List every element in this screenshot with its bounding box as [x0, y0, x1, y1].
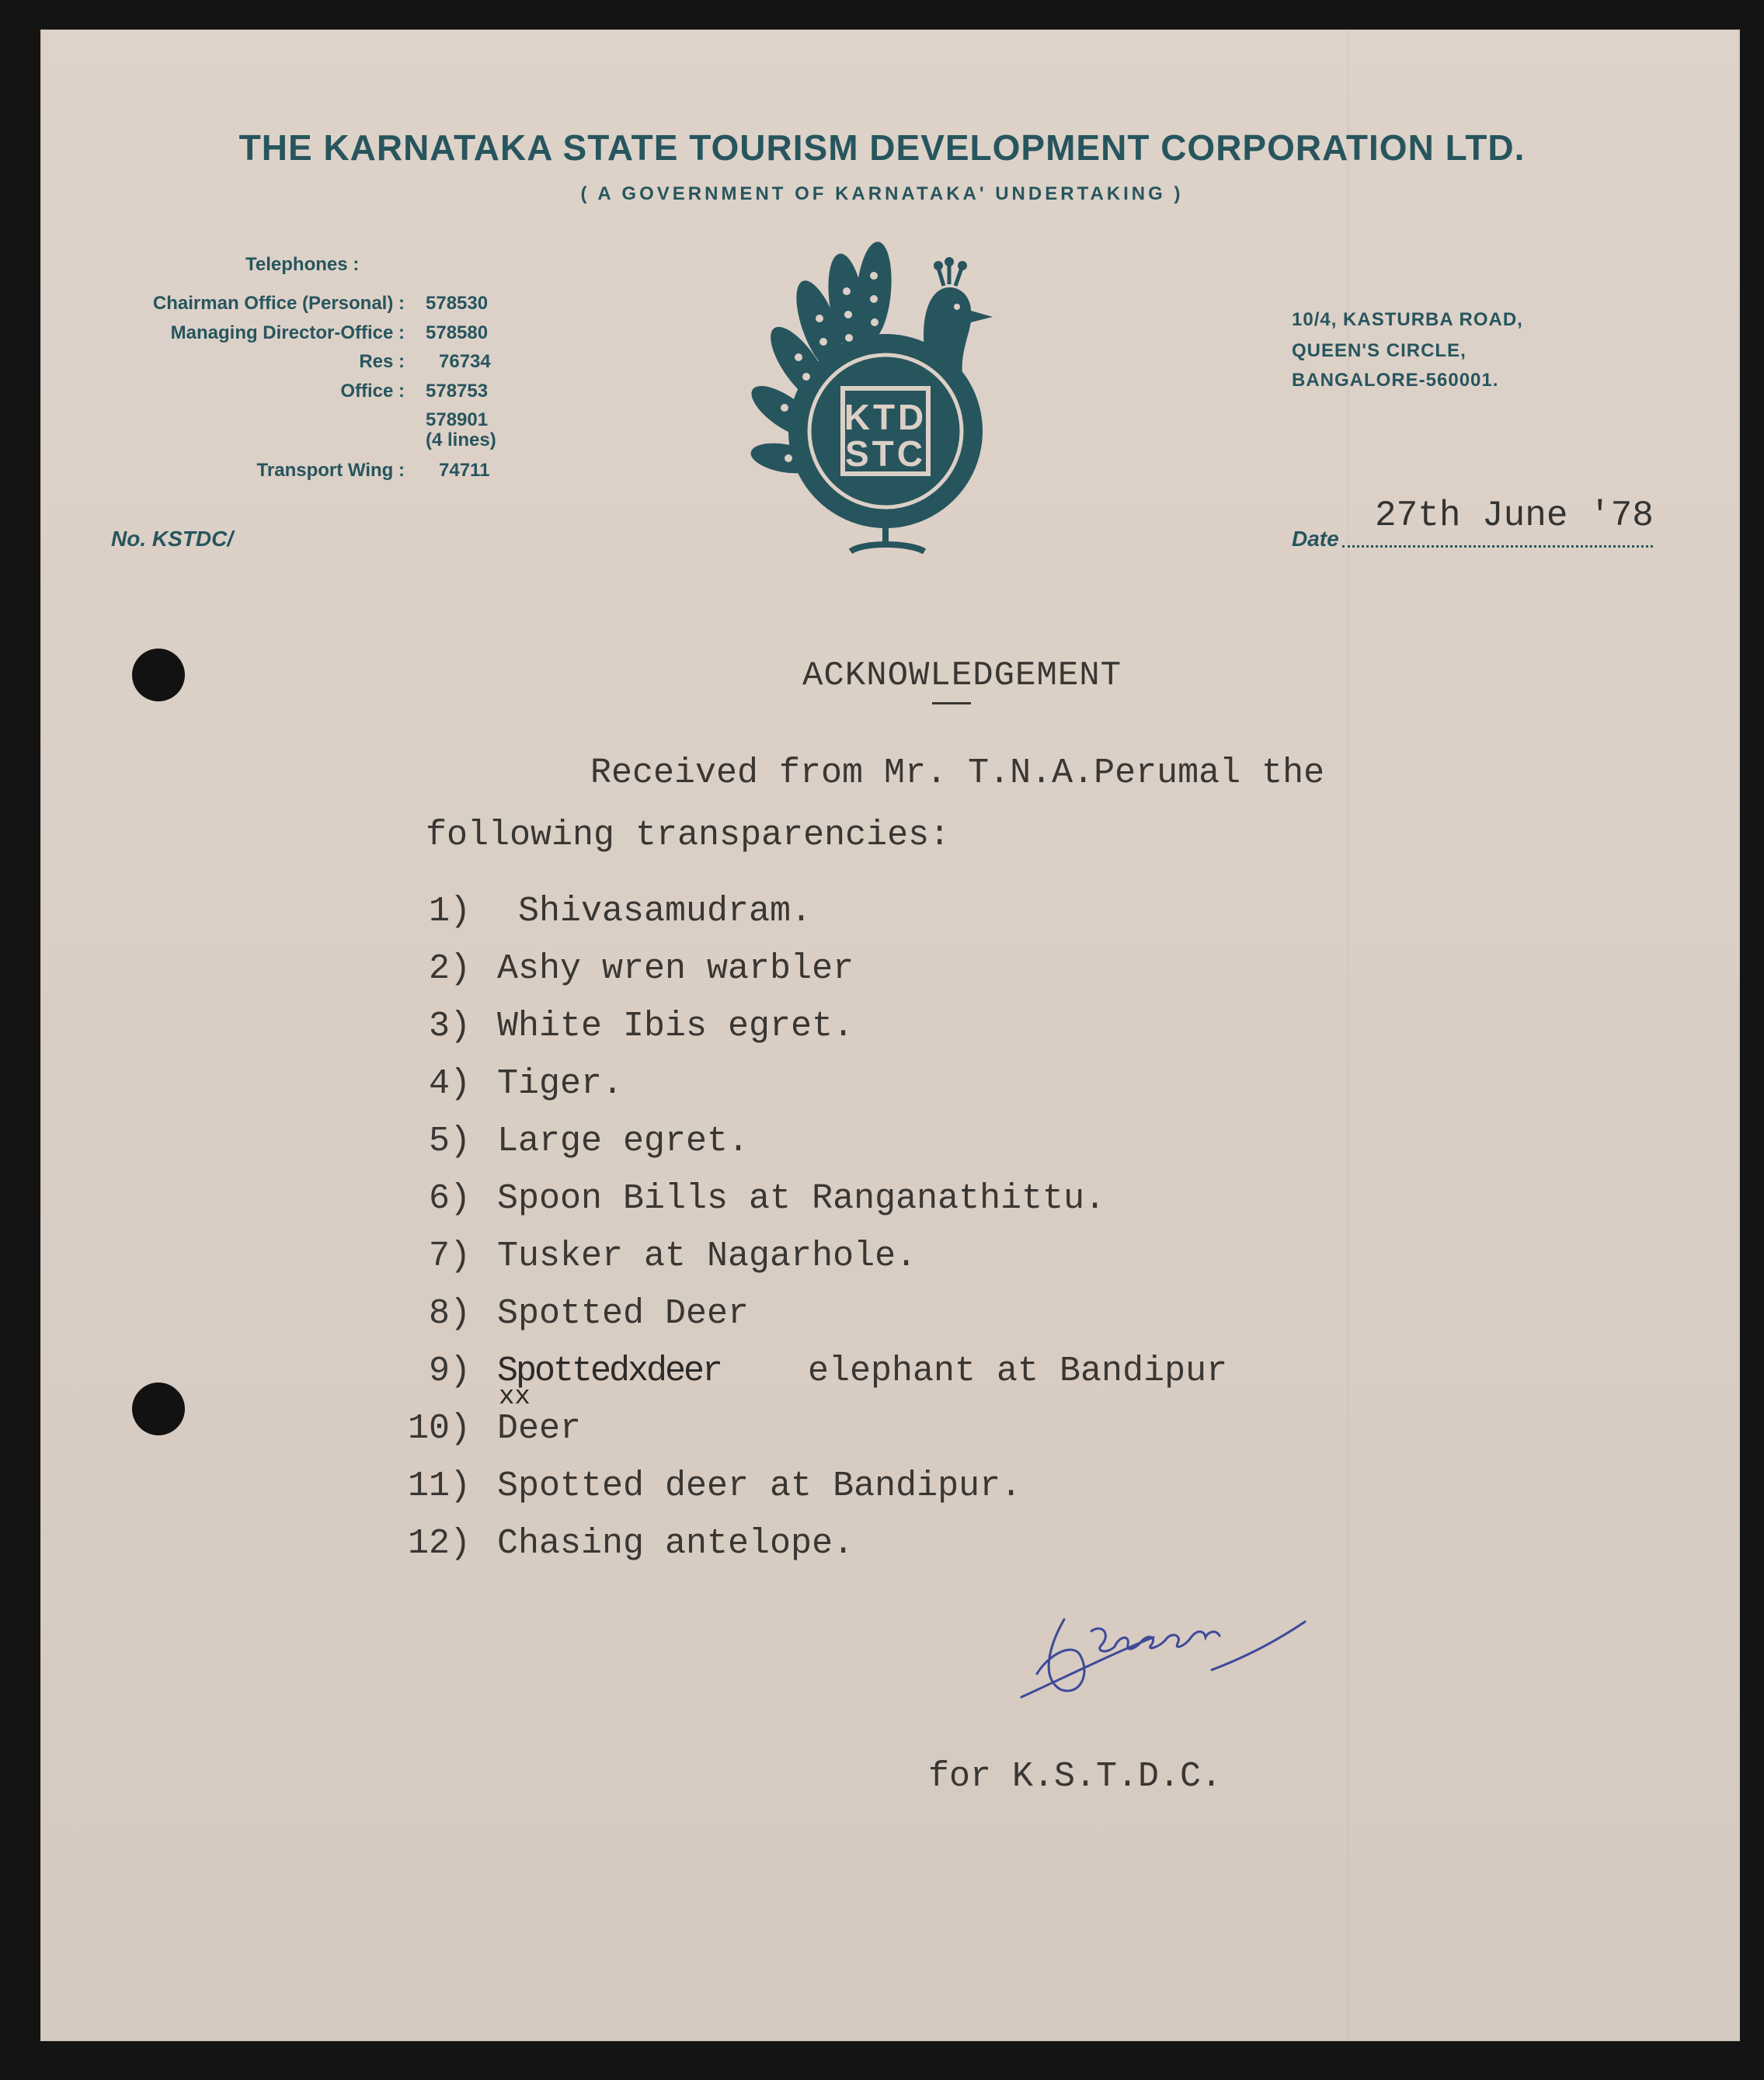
telephone-number: (4 lines): [426, 430, 496, 450]
item-text: Spoon Bills at Ranganathittu.: [497, 1179, 1106, 1219]
item-number: 8): [428, 1294, 471, 1334]
telephone-label: Office :: [340, 381, 405, 402]
following-line: following transparencies:: [426, 816, 951, 855]
item-text: Spotted Deer: [497, 1294, 750, 1334]
item-text: Ashy wren warbler: [497, 949, 854, 989]
reference-number-label: No. KSTDC/: [111, 527, 234, 551]
telephone-number: 578753: [426, 381, 489, 402]
telephone-number: 74711: [439, 460, 490, 481]
item-text: Tiger.: [497, 1064, 624, 1104]
svg-text:KTD: KTD: [844, 397, 927, 437]
date-dotted-line: [1342, 545, 1653, 548]
telephones-heading: Telephones :: [245, 254, 360, 275]
item-text: Spotted deer at Bandipur.: [497, 1466, 1022, 1506]
item-text: Chasing antelope.: [497, 1524, 854, 1563]
punch-hole-top: [132, 649, 185, 701]
heading-underline: [932, 702, 971, 704]
letterhead-title: THE KARNATAKA STATE TOURISM DEVELOPMENT CORPORATION LTD.: [238, 127, 1526, 168]
struck-out-marks: xx: [499, 1383, 531, 1412]
item-number: 3): [428, 1007, 471, 1046]
peacock-logo-icon: [746, 233, 1010, 567]
item-number: 6): [428, 1179, 471, 1219]
item-number: 4): [428, 1064, 471, 1104]
closing-signature-line: for K.S.T.D.C.: [928, 1757, 1223, 1797]
address-line: QUEEN'S CIRCLE,: [1292, 340, 1467, 361]
item-text: Deer: [497, 1409, 582, 1449]
item-text: White Ibis egret.: [497, 1007, 854, 1046]
address-line: BANGALORE-560001.: [1292, 370, 1499, 391]
struck-out-text: Spottedxdeer: [497, 1351, 722, 1391]
item-number: 11): [407, 1466, 471, 1506]
signature: [1018, 1600, 1320, 1717]
item-number: 2): [428, 949, 471, 989]
item-number: 5): [428, 1122, 471, 1161]
date-value: 27th June '78: [1375, 496, 1654, 536]
date-label: Date: [1292, 527, 1339, 551]
punch-hole-bottom: [132, 1383, 185, 1435]
telephone-number: 578530: [426, 293, 489, 314]
svg-text:STC: STC: [845, 433, 926, 474]
item-text: Shivasamudram.: [497, 892, 812, 931]
item-text: elephant at Bandipur: [808, 1351, 1228, 1391]
letter-heading: ACKNOWLEDGEMENT: [802, 656, 1122, 695]
telephone-label: Res :: [359, 351, 405, 372]
item-text: Tusker at Nagarhole.: [497, 1237, 917, 1276]
telephone-label: Managing Director-Office :: [170, 322, 405, 343]
address-line: 10/4, KASTURBA ROAD,: [1292, 309, 1523, 330]
letterhead-subtitle: ( A GOVERNMENT OF KARNATAKA' UNDERTAKING ): [580, 183, 1184, 204]
telephone-number: 578901: [426, 409, 489, 430]
telephone-label: Transport Wing :: [256, 460, 405, 481]
telephone-number: 578580: [426, 322, 489, 343]
item-number: 9): [428, 1351, 471, 1391]
item-number: 10): [407, 1409, 471, 1449]
item-number: 7): [428, 1237, 471, 1276]
telephone-label: Chairman Office (Personal) :: [152, 293, 405, 314]
telephone-number: 76734: [439, 351, 491, 372]
item-number: 1): [428, 892, 471, 931]
item-text: Large egret.: [497, 1122, 750, 1161]
item-number: 12): [407, 1524, 471, 1563]
received-line: Received from Mr. T.N.A.Perumal the: [590, 753, 1325, 793]
paper-fold: [1348, 30, 1349, 2041]
